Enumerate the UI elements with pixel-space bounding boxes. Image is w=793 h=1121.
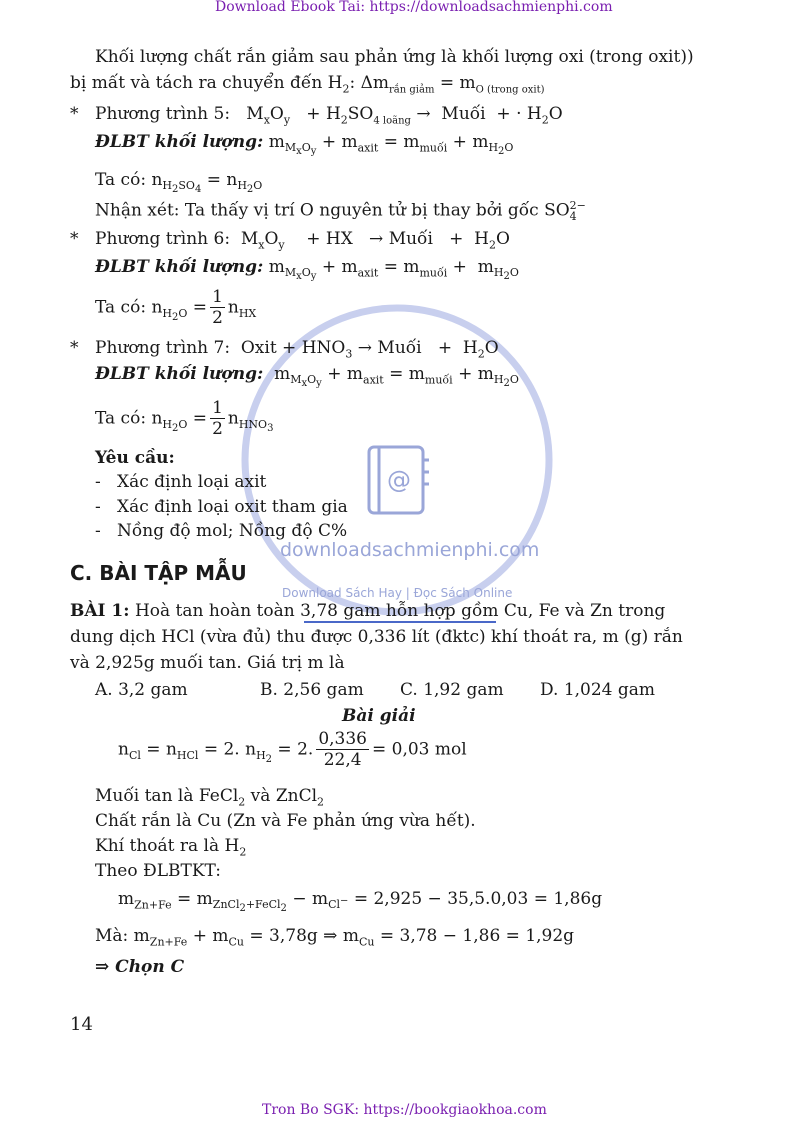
- option-d: D. 1,024 gam: [540, 680, 656, 700]
- intro-line-2: bị mất và tách ra chuyển đến $H_2$: $\Delta m_{rắn giảm} = m_{O (trong oxit)}$: [70, 73, 545, 96]
- section-title: C. BÀI TẬP MẪU: [70, 561, 247, 585]
- svg-text:@: @: [387, 466, 411, 494]
- solution-solid: Chất rắn là Cu (Zn và Fe phản ứng vừa hết).: [95, 811, 476, 831]
- eq7-taco: Ta có: $n_{H_2O}$ = $\frac{1}{2}$ $n_{HNO_3}$: [95, 398, 274, 439]
- eq7-bullet: *: [70, 338, 79, 358]
- footer-sgk-link[interactable]: Tron Bo SGK: https://bookgiaokhoa.com: [262, 1102, 547, 1118]
- notebook-icon: [369, 447, 429, 513]
- requirement-item: - Nồng độ mol; Nồng độ C%: [95, 521, 348, 541]
- solution-salt: Muối tan là FeCl$_2$ và ZnCl$_2$: [95, 786, 325, 809]
- solution-calc-3: Mà: $m_{Zn+Fe} + m_{Cu} = 3,78g$ ⇒ $m_{Cu} = 3,78 - 1,86 = 1,92g$: [95, 926, 575, 949]
- solution-calc-2: $m_{Zn+Fe} = m_{ZnCl_2+FeCl_2} - m_{Cl^-} = 2,925 - 35,5.0,03 = 1,86g$: [118, 889, 603, 915]
- problem-underline: [304, 621, 496, 623]
- eq6-taco: Ta có: $n_{H_2O}$ = $\frac{1}{2}$ $n_{HX}$: [95, 287, 257, 328]
- watermark-tagline: Download Sách Hay | Đọc Sách Online: [282, 586, 513, 600]
- eq5-bullet: *: [70, 104, 79, 124]
- header-download-link[interactable]: Download Ebook Tai: https://downloadsachmienphi.com: [215, 0, 613, 15]
- problem-line-1: BÀI 1: Hoà tan hoàn toàn 3,78 gam hỗn hợp gồm Cu, Fe và Zn trong: [70, 601, 666, 621]
- eq7-dlbt: ĐLBT khối lượng: $m_{M_xO_y} + m_{axit} = m_{muối} + m_{H_2O}$: [95, 364, 519, 390]
- requirement-item: - Xác định loại oxit tham gia: [95, 497, 348, 517]
- option-b: B. 2,56 gam: [260, 680, 364, 700]
- eq5-dlbt: ĐLBT khối lượng: $m_{M_xO_y} + m_{axit} = m_{muối} + m_{H_2O}$: [95, 132, 514, 158]
- solution-answer: ⇒ Chọn C: [95, 957, 185, 977]
- watermark-site: downloadsachmienphi.com: [280, 539, 540, 561]
- option-c: C. 1,92 gam: [400, 680, 504, 700]
- solution-theo: Theo ĐLBTKT:: [95, 861, 221, 881]
- eq5-taco: Ta có: $n_{H_2SO_4} = n_{H_2O}$: [95, 170, 263, 196]
- page-number: 14: [70, 1014, 93, 1035]
- solution-title: Bài giải: [342, 706, 416, 726]
- requirement-item: - Xác định loại axit: [95, 472, 267, 492]
- eq5-line: Phương trình 5: $M_xO_y$ + $H_2SO_{4 loãng}$ → Muối + · $H_2O$: [95, 104, 563, 127]
- eq7-line: Phương trình 7: Oxit + $HNO_3$ → Muối + $H_2O$: [95, 338, 499, 361]
- problem-line-2: dung dịch HCl (vừa đủ) thu được 0,336 lít (đktc) khí thoát ra, m (g) rắn: [70, 627, 683, 647]
- intro-line-1: Khối lượng chất rắn giảm sau phản ứng là khối lượng oxi (trong oxit)): [95, 47, 694, 67]
- option-a: A. 3,2 gam: [95, 680, 188, 700]
- remark: Nhận xét: Ta thấy vị trí O nguyên tử bị thay bởi gốc SO 2− 4: [95, 199, 586, 223]
- problem-line-3: và 2,925g muối tan. Giá trị m là: [70, 653, 345, 673]
- solution-calc-1: $n_{Cl} = n_{HCl} = 2$. $n_{H_2} = 2$. $\frac{0,336}{22,4}$ = 0,03 mol: [118, 729, 467, 770]
- requirements-title: Yêu cầu:: [95, 448, 175, 468]
- solution-gas: Khí thoát ra là $H_2$: [95, 836, 247, 859]
- eq6-line: Phương trình 6: $M_xO_y$ + HX → Muối + $H_2O$: [95, 229, 510, 252]
- eq6-bullet: *: [70, 229, 79, 249]
- eq6-dlbt: ĐLBT khối lượng: $m_{M_xO_y} + m_{axit} = m_{muối} + m_{H_2O}$: [95, 257, 519, 283]
